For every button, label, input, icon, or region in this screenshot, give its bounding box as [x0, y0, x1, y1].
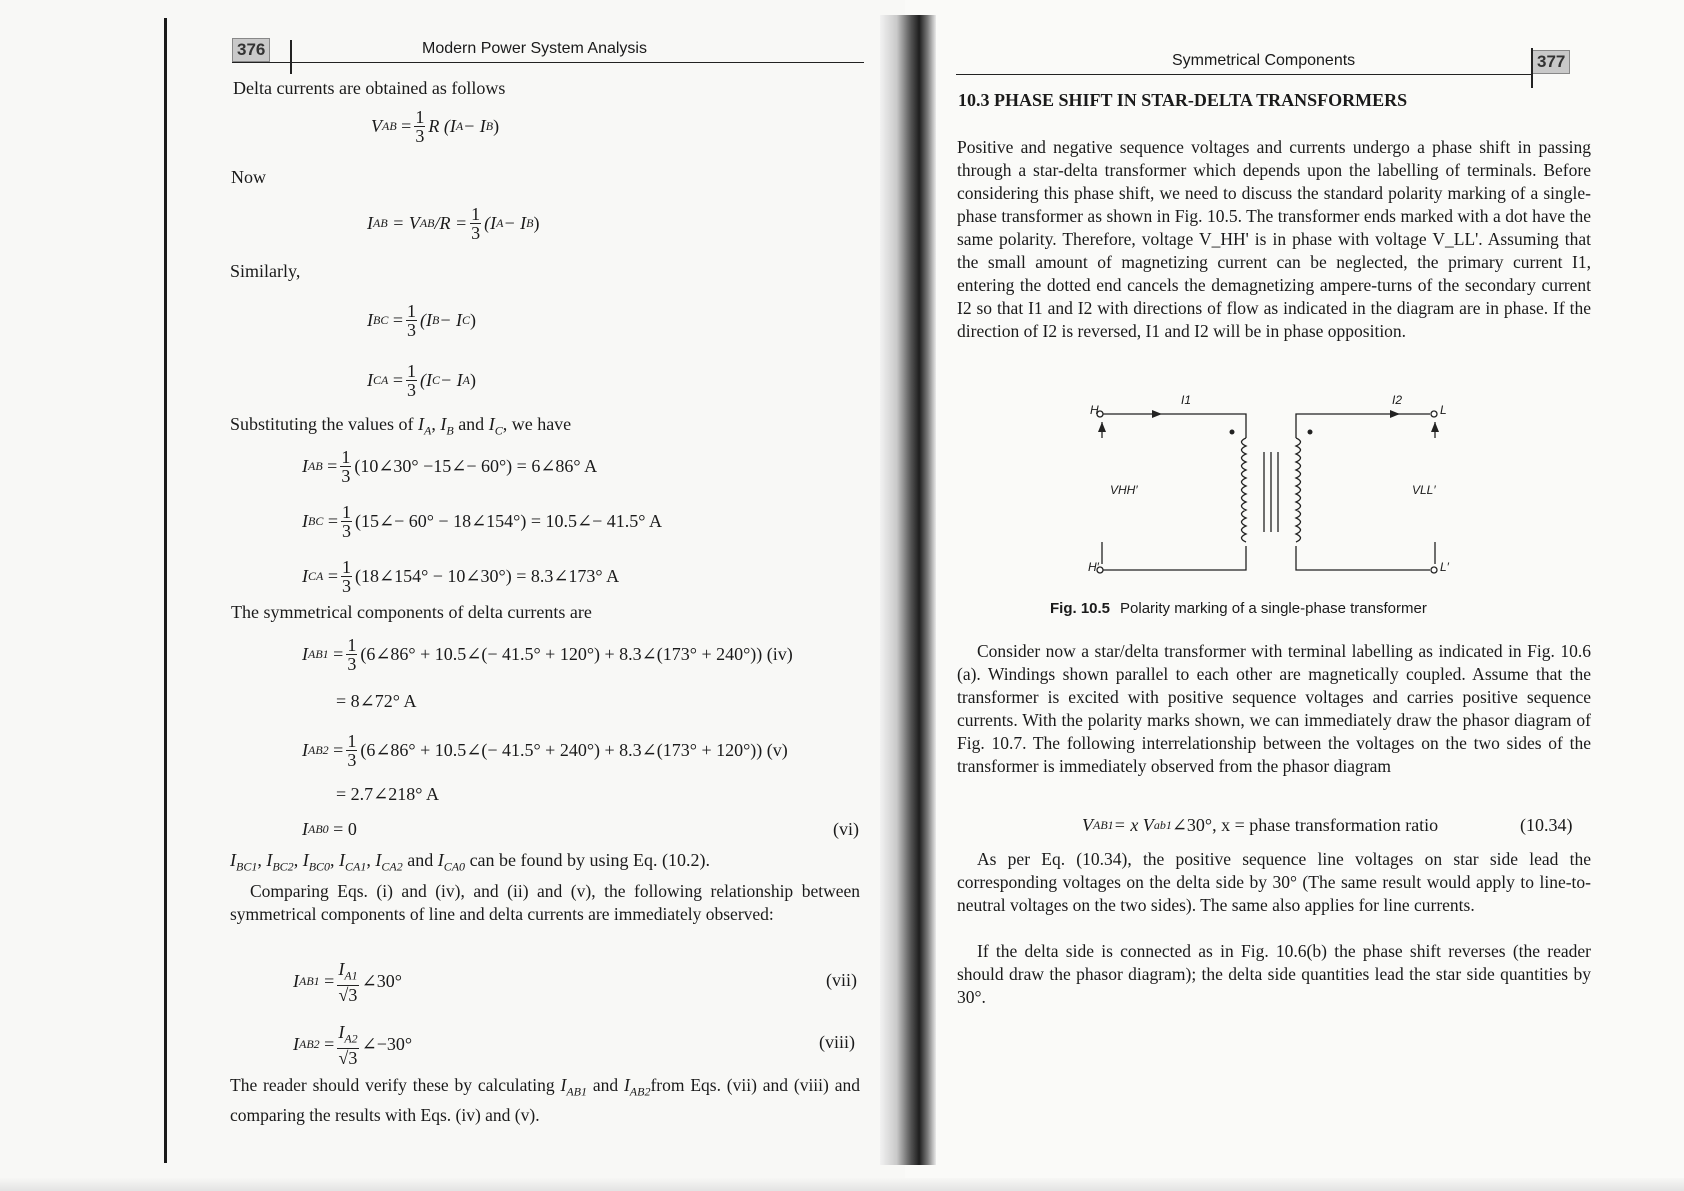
eq-10-34: V AB1 = x V ab1 ∠30°, x = phase transformation ratio [1082, 815, 1439, 835]
label-vll: VLL′ [1412, 483, 1436, 497]
delta-intro: Delta currents are obtained as follows [233, 78, 506, 98]
left-header-tick [290, 40, 292, 74]
found-line: $I_{BC1}$, $I_{BC2}$, $I_{BC0}$, $I_{CA1}$, $I_{CA2}$ and $I_{CA0}$ can be found by using Eq. (10.2). [230, 850, 711, 874]
label-vhh: VHH′ [1110, 483, 1138, 497]
eq-vab: V AB = $\frac{1}{3}$ R (I A − I B ) [371, 107, 500, 146]
eq-ica-def: I CA = $\frac{1}{3}$ (I C − I A ) [367, 361, 476, 400]
eq-1034-explanation: As per Eq. (10.34), the positive sequence line voltages on star side lead the corresponding voltages on the delta side by 30° (The same result would apply to line-to-neutral voltages on the two sides). The same also applies for line currents. [957, 849, 1591, 915]
eq-iab2-result: = 2.7∠218° A [336, 784, 439, 804]
i2-arrow-icon [1390, 410, 1400, 418]
delta-reversal-paragraph: If the delta side is connected as in Fig. 10.6(b) the phase shift reverses (the reader should draw the phasor diagram); the delta side quantities lead the star side quantities by 30°. [957, 941, 1591, 1007]
phase-shift-paragraph: Positive and negative sequence voltages and currents undergo a phase shift in passing through a star-delta transformer which depends upon the labelling of terminals. Before considering this phase shift, we need to discuss the standard polarity marking of a single-phase transformer as shown in Fig. 10.5. The transformer ends marked with a dot have the same polarity. Therefore, voltage V_HH' is in phase with voltage V_LL'. Assuming that the small amount of magnetizing current can be neglected, the primary current I1, entering the dotted end cancels the demagnetizing ampere-turns of the secondary current I2 so that I1 and I2 with directions of flow as indicated in the diagram are in phase. If the direction of I2 is reversed, I1 and I2 will be in phase opposition. [957, 137, 1591, 341]
eq-vii-number: (vii) [826, 970, 857, 990]
bottom-edge-shadow [0, 1178, 1684, 1191]
eq-ica-value: I CA = $\frac{1}{3}$ (18∠154° − 10∠30°) = 8.3∠173° A [302, 557, 620, 596]
eq-ibc-def: I BC = $\frac{1}{3}$ (I B − I C ) [367, 301, 476, 340]
comparing-paragraph: Comparing Eqs. (i) and (iv), and (ii) and (v), the following relationship between symmetrical components of line and delta currents are immediately observed: [230, 881, 860, 924]
figure-caption: Fig. 10.5 Polarity marking of a single-phase transformer [1050, 600, 1427, 617]
transformer-polarity-figure [1090, 392, 1450, 582]
secondary-top-wire [1296, 414, 1430, 438]
eq-iab-def: I AB = V AB /R = $\frac{1}{3}$ (I A − I B ) [367, 204, 540, 243]
section-heading: 10.3 PHASE SHIFT IN STAR-DELTA TRANSFORMERS [958, 90, 1408, 110]
eq-iab0: I AB0 = 0 [302, 819, 357, 839]
i1-arrow-icon [1152, 410, 1162, 418]
secondary-bottom-wire [1296, 546, 1430, 570]
label-l-prime: L′ [1440, 560, 1449, 574]
closing-paragraph: The reader should verify these by calculating $I_{AB1}$ and $I_{AB2}from$ Eqs. (vii) and (viii) and comparing the results with Eqs. (iv) and (v). [230, 1075, 860, 1125]
eq-iab-value: I AB = $\frac{1}{3}$ (10∠30° −15∠− 60°) = 6∠86° A [302, 447, 598, 486]
eq-vi-number: (vi) [833, 819, 859, 839]
eq-iab2: I AB2 = $\frac{1}{3}$ (6∠86° + 10.5∠(− 41.5° + 240°) + 8.3∠(173° + 120°)) (v) [302, 731, 788, 770]
left-page-number: 376 [232, 38, 270, 62]
star-delta-paragraph: Consider now a star/delta transformer with terminal labelling as indicated in Fig. 10.6 (a). Windings shown parallel to each other are magnetically coupled. Assume that the transformer is excited with positive sequence voltages and carries positive sequence currents. With the polarity marks shown, we can immediately draw the phasor diagram of Fig. 10.7. The following interrelationship between the voltages on the two sides of the transformer is immediately observed from the phasor diagram [957, 641, 1591, 776]
label-h-prime: H′ [1088, 560, 1099, 574]
primary-coil [1242, 438, 1247, 542]
binder-edge-line [164, 18, 167, 1163]
now-label: Now [231, 167, 266, 187]
eq-iab1-result: = 8∠72° A [336, 691, 417, 711]
right-page-number: 377 [1532, 50, 1570, 74]
eq-ibc-value: I BC = $\frac{1}{3}$ (15∠− 60° − 18∠154°) = 10.5∠− 41.5° A [302, 502, 662, 541]
eq-10-34-number: (10.34) [1520, 815, 1573, 835]
sym-components-intro: The symmetrical components of delta currents are [231, 602, 592, 622]
similarly-label: Similarly, [230, 261, 301, 281]
secondary-polarity-dot [1308, 430, 1313, 435]
label-i1: I1 [1181, 393, 1192, 407]
primary-top-wire [1102, 414, 1246, 438]
right-header-rule [956, 74, 1531, 75]
eq-viii: I AB2 = $\frac{I_{A2}}{√3}$ ∠−30° [293, 1022, 413, 1068]
primary-polarity-dot [1230, 430, 1235, 435]
secondary-coil [1296, 438, 1301, 542]
eq-iab1: I AB1 = $\frac{1}{3}$ (6∠86° + 10.5∠(− 41.5° + 120°) + 8.3∠(173° + 240°)) (iv) [302, 635, 793, 674]
eq-viii-number: (viii) [819, 1032, 855, 1052]
primary-bottom-wire [1102, 546, 1246, 570]
eq-vii: I AB1 = $\frac{I_{A1}}{√3}$ ∠30° [293, 959, 402, 1005]
vll-arrow-icon [1431, 422, 1439, 432]
label-i2: I2 [1392, 393, 1403, 407]
right-header-tick [1531, 48, 1533, 88]
label-l: L [1440, 403, 1447, 417]
vhh-arrow-icon [1098, 422, 1106, 432]
right-running-head: Symmetrical Components [1172, 52, 1356, 69]
left-running-head: Modern Power System Analysis [422, 40, 647, 57]
left-header-rule [232, 62, 864, 63]
book-spine [880, 15, 936, 1165]
substituting-line: Substituting the values of $I_A$, $I_B$ and $I_C$, we have [230, 414, 572, 438]
label-h: H [1090, 403, 1099, 417]
